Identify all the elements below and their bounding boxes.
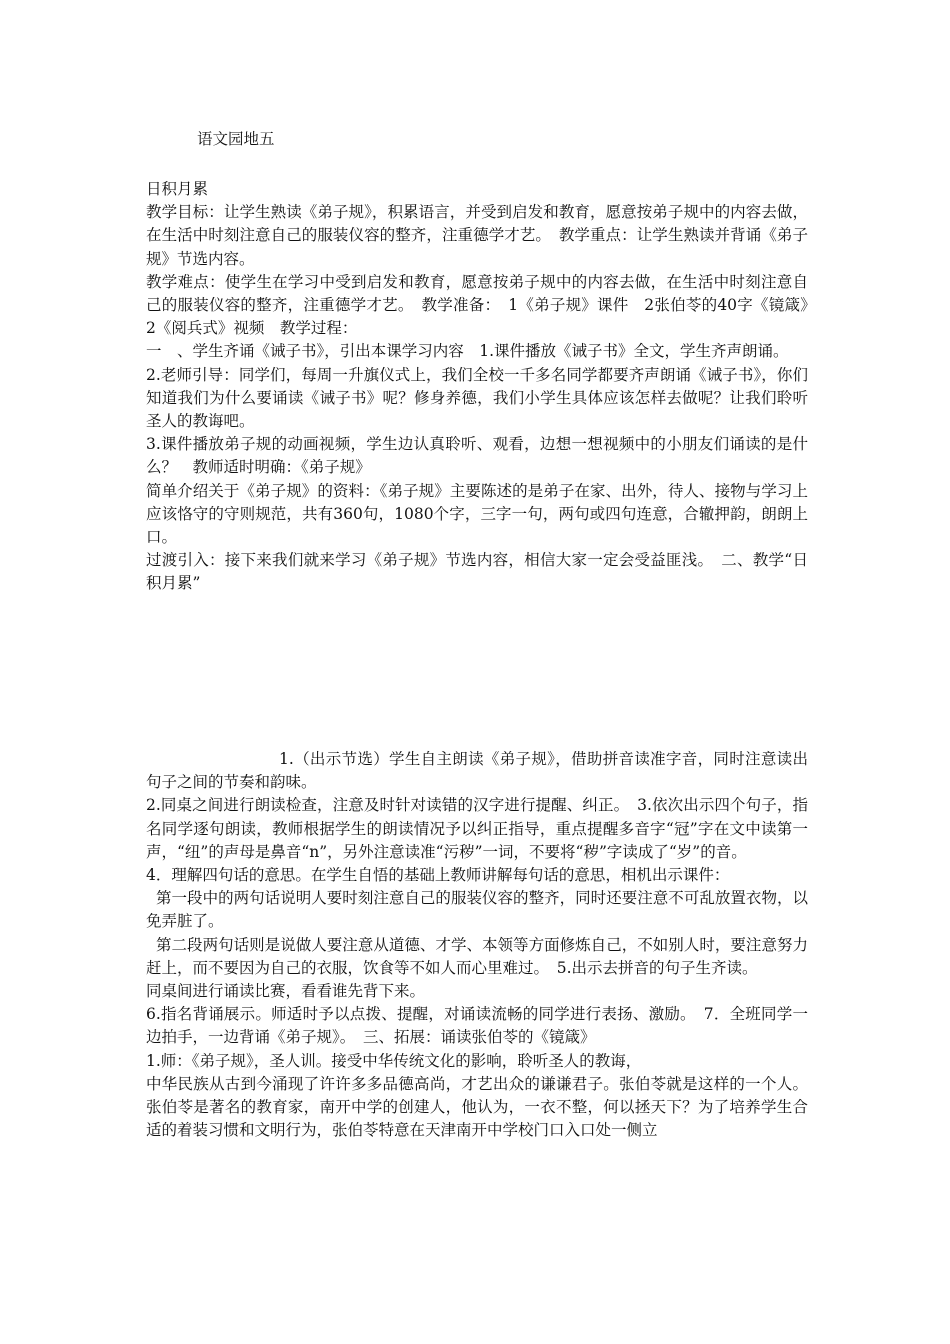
paragraph: 2.老师引导：同学们，每周一升旗仪式上，我们全校一千多名同学都要齐声朗诵《诫子书》，你们知道我们为什么要诵读《诫子书》呢？修身养德，我们小学生具体应该怎样去做呢？让我们聆听圣人的教诲吧。 <box>146 365 808 431</box>
paragraph: 中华民族从古到今涌现了许许多多品德高尚，才艺出众的谦谦君子。张伯苓就是这样的一个人。张伯苓是著名的教育家，南开中学的创建人，他认为，一衣不整，何以拯天下？为了培养学生合适的着装习惯和文明行为，张伯苓特意在天津南开中学校门口入口处一侧立 <box>146 1074 808 1140</box>
paragraph: 同桌间进行诵读比赛，看看谁先背下来。 <box>146 982 426 1001</box>
paragraph: 第一段中的两句话说明人要时刻注意自己的服装仪容的整齐，同时还要注意不可乱放置衣物，以免弄脏了。 <box>146 889 808 931</box>
section-daily-accumulation <box>146 178 824 596</box>
paragraph: 2.同桌之间进行朗读检查，注意及时针对读错的汉字进行提醒、纠正。 3.依次出示四个句子，指名同学逐句朗读，教师根据学生的朗读情况予以纠正指导，重点提醒多音字“冠”字在文中读第一声，“纽”的声母是鼻音“n”，另外注意读准“污秽”一词，不要将“秽”字读成了“岁”的音。 <box>146 796 808 861</box>
paragraph: 3.课件播放弟子规的动画视频，学生边认真聆听、观看，边想一想视频中的小朋友们诵读的是什么？ 教师适时明确：《弟子规》 <box>146 435 808 477</box>
paragraph: 1.师：《弟子规》，圣人训。接受中华传统文化的影响，聆听圣人的教诲， <box>146 1051 642 1070</box>
paragraph: 教学目标：让学生熟读《弟子规》，积累语言，并受到启发和教育，愿意按弟子规中的内容去做，在生活中时刻注意自己的服装仪容的整齐，注重德学才艺。 教学重点：让学生熟读并背诵《弟子规》节选内容。 <box>146 203 808 268</box>
paragraph: 6.指名背诵展示。师适时予以点拨、提醒，对诵读流畅的同学进行表扬、激励。 7．全班同学一边拍手，一边背诵《弟子规》。 三、拓展：诵读张伯苓的《镜箴》 <box>146 1005 808 1047</box>
paragraph: 4．理解四句话的意思。在学生自悟的基础上教师讲解每句话的意思，相机出示课件： <box>146 866 730 885</box>
section-teaching-steps <box>146 748 808 1142</box>
paragraph: 第二段两句话则是说做人要注意从道德、才学、本领等方面修炼自己，不如别人时，要注意努力赶上，而不要因为自己的衣服，饮食等不如人而心里难过。 5.出示去拼音的句子生齐读。 <box>146 935 808 977</box>
paragraph: 日积月累 <box>146 180 209 198</box>
paragraph: 教学难点：使学生在学习中受到启发和教育，愿意按弟子规中的内容去做，在生活中时刻注意自己的服装仪容的整齐，注重德学才艺。 教学准备： 1《弟子规》课件 2张伯苓的40字《镜箴》 2《阅兵式》视频 教学过程： <box>146 272 824 338</box>
paragraph: 过渡引入：接下来我们就来学习《弟子规》节选内容，相信大家一定会受益匪浅。 二、教学“日积月累” <box>146 551 808 593</box>
paragraph: 一 、学生齐诵《诫子书》，引出本课学习内容 1.课件播放《诫子书》全文，学生齐声朗诵。 <box>146 342 789 361</box>
paragraph: 1.（出示节选）学生自主朗读《弟子规》，借助拼音读准字音，同时注意读出句子之间的节奏和韵味。 <box>146 750 808 792</box>
paragraph: 简单介绍关于《弟子规》的资料：《弟子规》主要陈述的是弟子在家、出外，待人、接物与学习上应该恪守的守则规范，共有360句，1080个字，三字一句，两句或四句连意，合辙押韵，朗朗上口。 <box>146 481 808 547</box>
page-title: 语文园地五 <box>197 130 275 148</box>
